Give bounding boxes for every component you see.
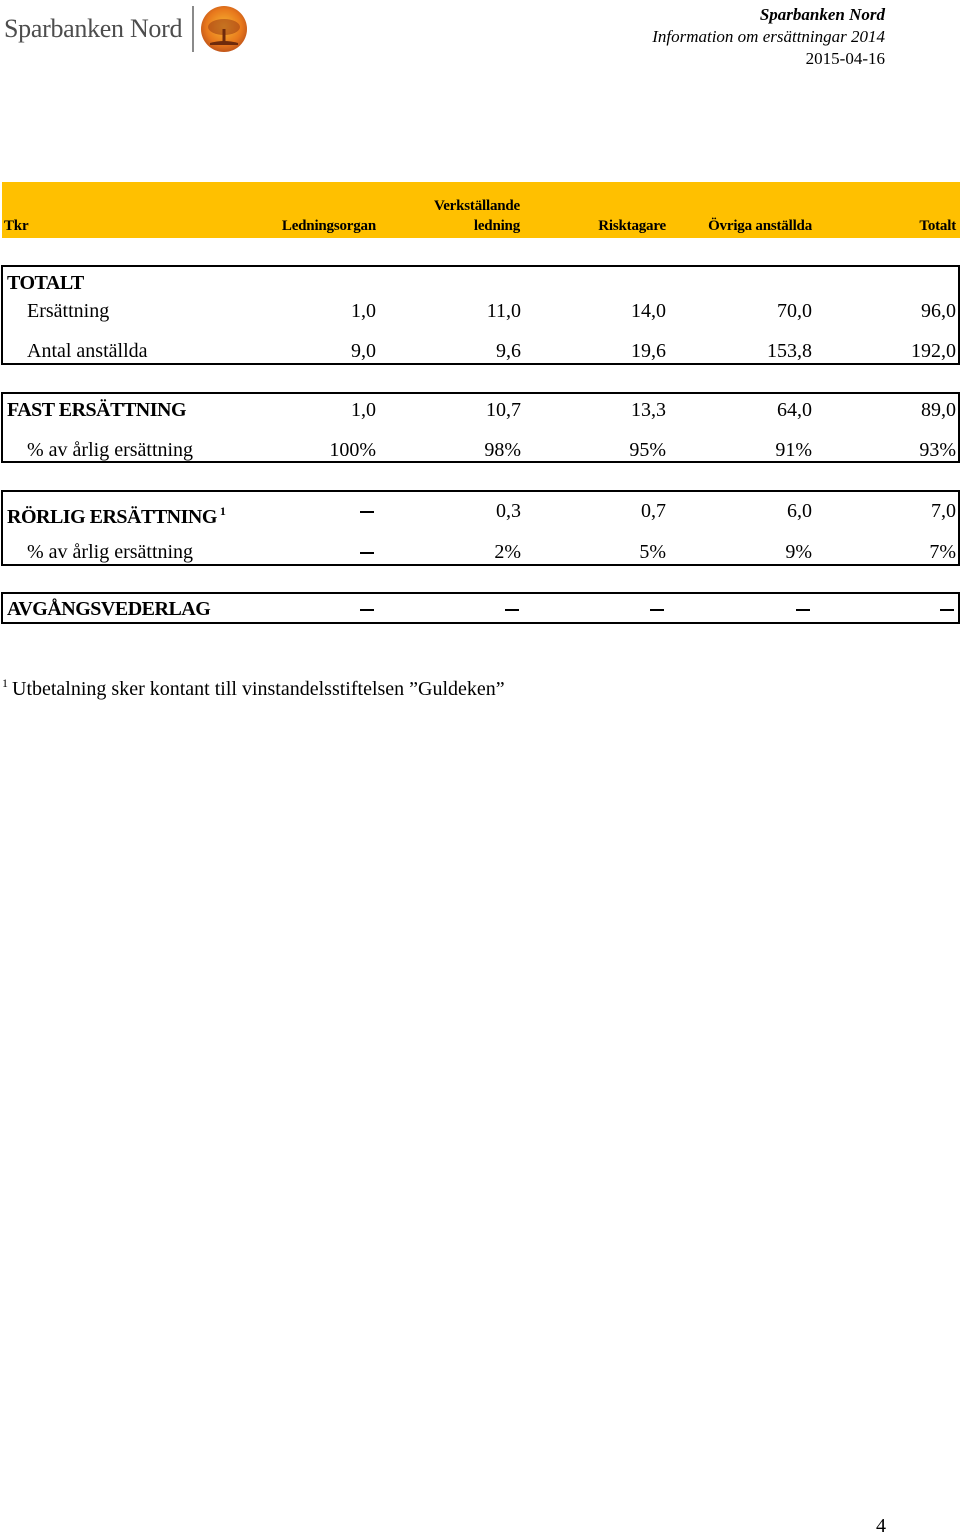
page-number: 4: [876, 1515, 886, 1537]
cell-ledningsorgan: [256, 498, 376, 524]
col-header-totalt: Totalt: [919, 218, 956, 234]
organization-name: Sparbanken Nord: [759, 5, 885, 24]
cell-totalt: [836, 596, 956, 622]
col-header-ovriga-anstallda: Övriga anställda: [708, 218, 812, 234]
table-row: [3, 437, 958, 463]
section-totalt: [1, 265, 960, 365]
document-title: Information om ersättningar 2014: [652, 27, 885, 46]
table-row: [3, 298, 958, 324]
cell-totalt: 7,0: [931, 500, 956, 522]
section-avgangsvederlag: [1, 592, 960, 624]
cell-ledningsorgan: 100%: [329, 439, 376, 461]
cell-totalt: 89,0: [921, 399, 956, 421]
cell-verkstallande: [401, 596, 521, 622]
cell-verkstallande: 11,0: [486, 300, 521, 322]
dash-mark: [360, 609, 374, 611]
tree-logo-icon: [200, 5, 248, 53]
cell-ledningsorgan: [256, 539, 376, 565]
footnote-number: 1: [2, 676, 8, 690]
section-title: [7, 498, 225, 530]
cell-ovriga: [692, 596, 812, 622]
table-row: [3, 539, 958, 565]
col-header-tkr: Tkr: [4, 218, 29, 234]
table-row: [3, 338, 958, 364]
cell-totalt: 96,0: [921, 300, 956, 322]
col-header-verkstallande-ledning: [434, 196, 520, 236]
dash-mark: [650, 609, 664, 611]
cell-ovriga: 153,8: [767, 340, 812, 362]
section-fast-ersattning: [1, 392, 960, 463]
col-header-ledningsorgan: Ledningsorgan: [281, 218, 376, 234]
cell-ovriga: 64,0: [777, 399, 812, 421]
section-title: FAST ERSÄTTNING: [7, 399, 187, 421]
table-row: [3, 498, 958, 528]
section-title-text: RÖRLIG ERSÄTTNING: [7, 506, 217, 528]
bank-logo: [4, 4, 264, 54]
cell-risktagare: 5%: [639, 541, 666, 563]
cell-ledningsorgan: 1,0: [351, 300, 376, 322]
logo-text: Sparbanken Nord: [4, 14, 183, 43]
row-label: Ersättning: [27, 300, 110, 322]
cell-ovriga: 6,0: [787, 500, 812, 522]
cell-totalt: 7%: [929, 541, 956, 563]
cell-verkstallande: 98%: [484, 439, 521, 461]
col-header-risktagare: Risktagare: [598, 218, 666, 234]
cell-verkstallande: 2%: [494, 541, 521, 563]
table-row: [3, 397, 958, 423]
cell-ovriga: 91%: [775, 439, 812, 461]
cell-risktagare: 13,3: [631, 399, 666, 421]
column-header-row: [2, 182, 960, 238]
cell-totalt: 192,0: [911, 340, 956, 362]
document-meta: [652, 4, 885, 70]
dash-mark: [796, 609, 810, 611]
row-label: % av årlig ersättning: [27, 541, 194, 563]
cell-risktagare: [546, 596, 666, 622]
logo-divider: [192, 6, 194, 52]
cell-ovriga: 70,0: [777, 300, 812, 322]
cell-ledningsorgan: 1,0: [351, 399, 376, 421]
section-rorlig-ersattning: [1, 490, 960, 566]
dash-mark: [940, 609, 954, 611]
footnote-mark: 1: [219, 504, 226, 518]
cell-risktagare: 14,0: [631, 300, 666, 322]
cell-risktagare: 95%: [629, 439, 666, 461]
cell-verkstallande: 0,3: [496, 500, 521, 522]
row-label: Antal anställda: [27, 340, 148, 362]
cell-risktagare: 19,6: [631, 340, 666, 362]
cell-verkstallande: 10,7: [486, 399, 521, 421]
totalt-title-row: [3, 270, 958, 296]
cell-ovriga: 9%: [785, 541, 812, 563]
dash-mark: [360, 511, 374, 513]
cell-risktagare: 0,7: [641, 500, 666, 522]
cell-ledningsorgan: 9,0: [351, 340, 376, 362]
footnote: [2, 676, 505, 701]
cell-ledningsorgan: [256, 596, 376, 622]
dash-mark: [505, 609, 519, 611]
section-title: TOTALT: [7, 272, 84, 294]
document-date: 2015-04-16: [805, 49, 885, 68]
footnote-text: Utbetalning sker kontant till vinstandelsstiftelsen ”Guldeken”: [12, 678, 505, 700]
cell-verkstallande: 9,6: [496, 340, 521, 362]
col-header-verkstallande-line1: Verkställande: [433, 198, 520, 214]
cell-totalt: 93%: [919, 439, 956, 461]
row-label: % av årlig ersättning: [27, 439, 194, 461]
section-title: AVGÅNGSVEDERLAG: [7, 598, 211, 620]
table-row: [3, 596, 958, 622]
col-header-verkstallande-line2: ledning: [473, 218, 520, 234]
dash-mark: [360, 552, 374, 554]
